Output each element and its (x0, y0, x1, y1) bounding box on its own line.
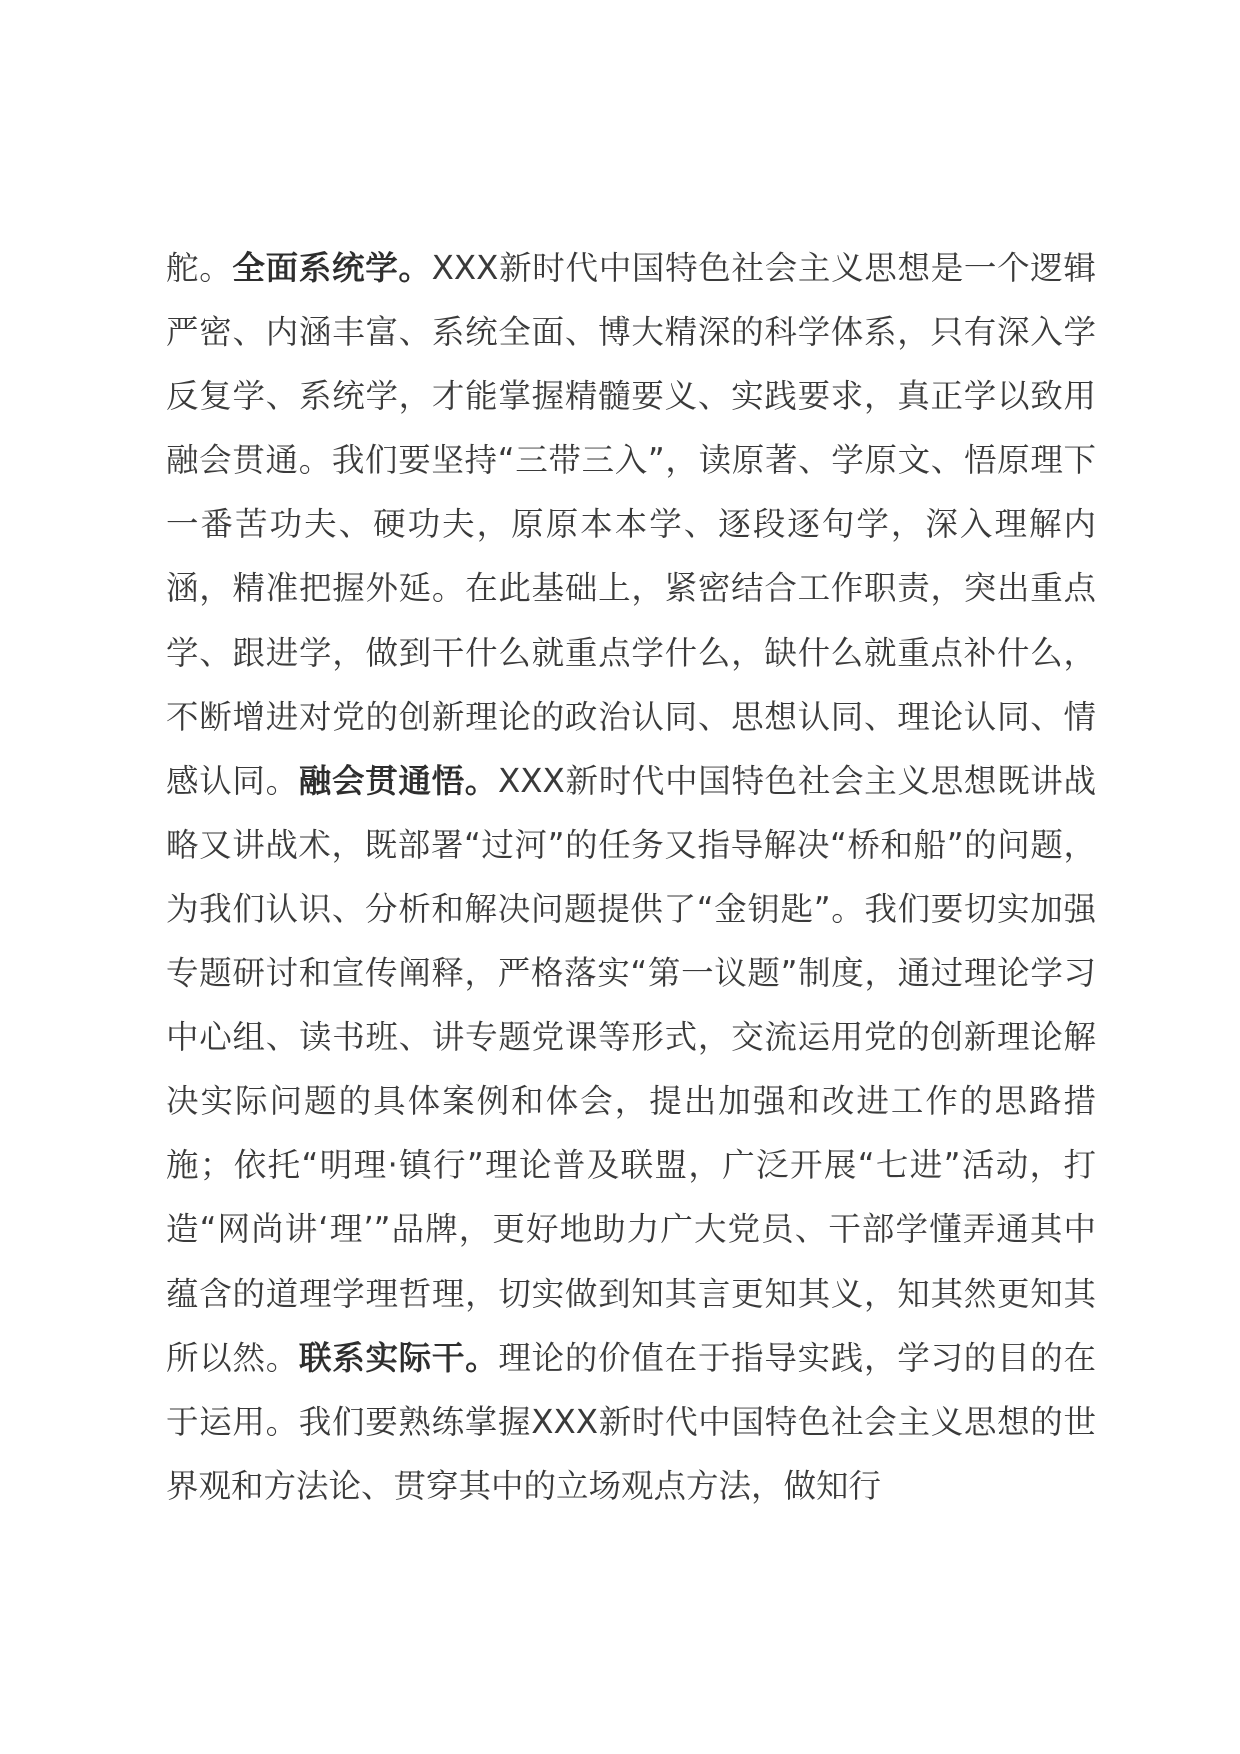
heading-practical-application: 联系实际干。 (298, 1338, 499, 1377)
text-run: XXX新时代中国特色社会主义思想是一个逻辑严密、内涵丰富、系统全面、博大精深的科学体系，只有深入学反复学、系统学，才能掌握精髓要义、实践要求，真正学以致用融会贯通。我们要坚持“三带三入”，读原著、学原文、悟原理下一番苦功夫、硬功夫，原原本本学、逐段逐句学，深入理解内涵，精准把握外延。在此基础上，紧密结合工作职责，突出重点学、跟进学，做到干什么就重点学什么，缺什么就重点补什么，不断增进对党的创新理论的政治认同、思想认同、理论认同、情感认同。 (166, 249, 1096, 800)
text-run: 理论的价值在于指导实践，学习的目的在于运用。我们要熟练掌握XXX新时代中国特色社会主义思想的世界观和方法论、贯穿其中的立场观点方法，做知行 (166, 1338, 1096, 1505)
body-paragraph (166, 236, 1096, 1518)
text-run: XXX新时代中国特色社会主义思想既讲战略又讲战术，既部署“过河”的任务又指导解决“桥和船”的问题，为我们认识、分析和解决问题提供了“金钥匙”。我们要切实加强专题研讨和宣传阐释，严格落实“第一议题”制度，通过理论学习中心组、读书班、讲专题党课等形式，交流运用党的创新理论解决实际问题的具体案例和体会，提出加强和改进工作的思路措施；依托“明理·镇行”理论普及联盟，广泛开展“七进”活动，打造“网尚讲‘理’”品牌，更好地助力广大党员、干部学懂弄通其中蕴含的道理学理哲理，切实做到知其言更知其义，知其然更知其所以然。 (166, 761, 1096, 1377)
text-run: 舵。 (166, 249, 233, 287)
heading-integrated-understanding: 融会贯通悟。 (298, 761, 498, 800)
heading-full-system-study: 全面系统学。 (232, 249, 432, 287)
